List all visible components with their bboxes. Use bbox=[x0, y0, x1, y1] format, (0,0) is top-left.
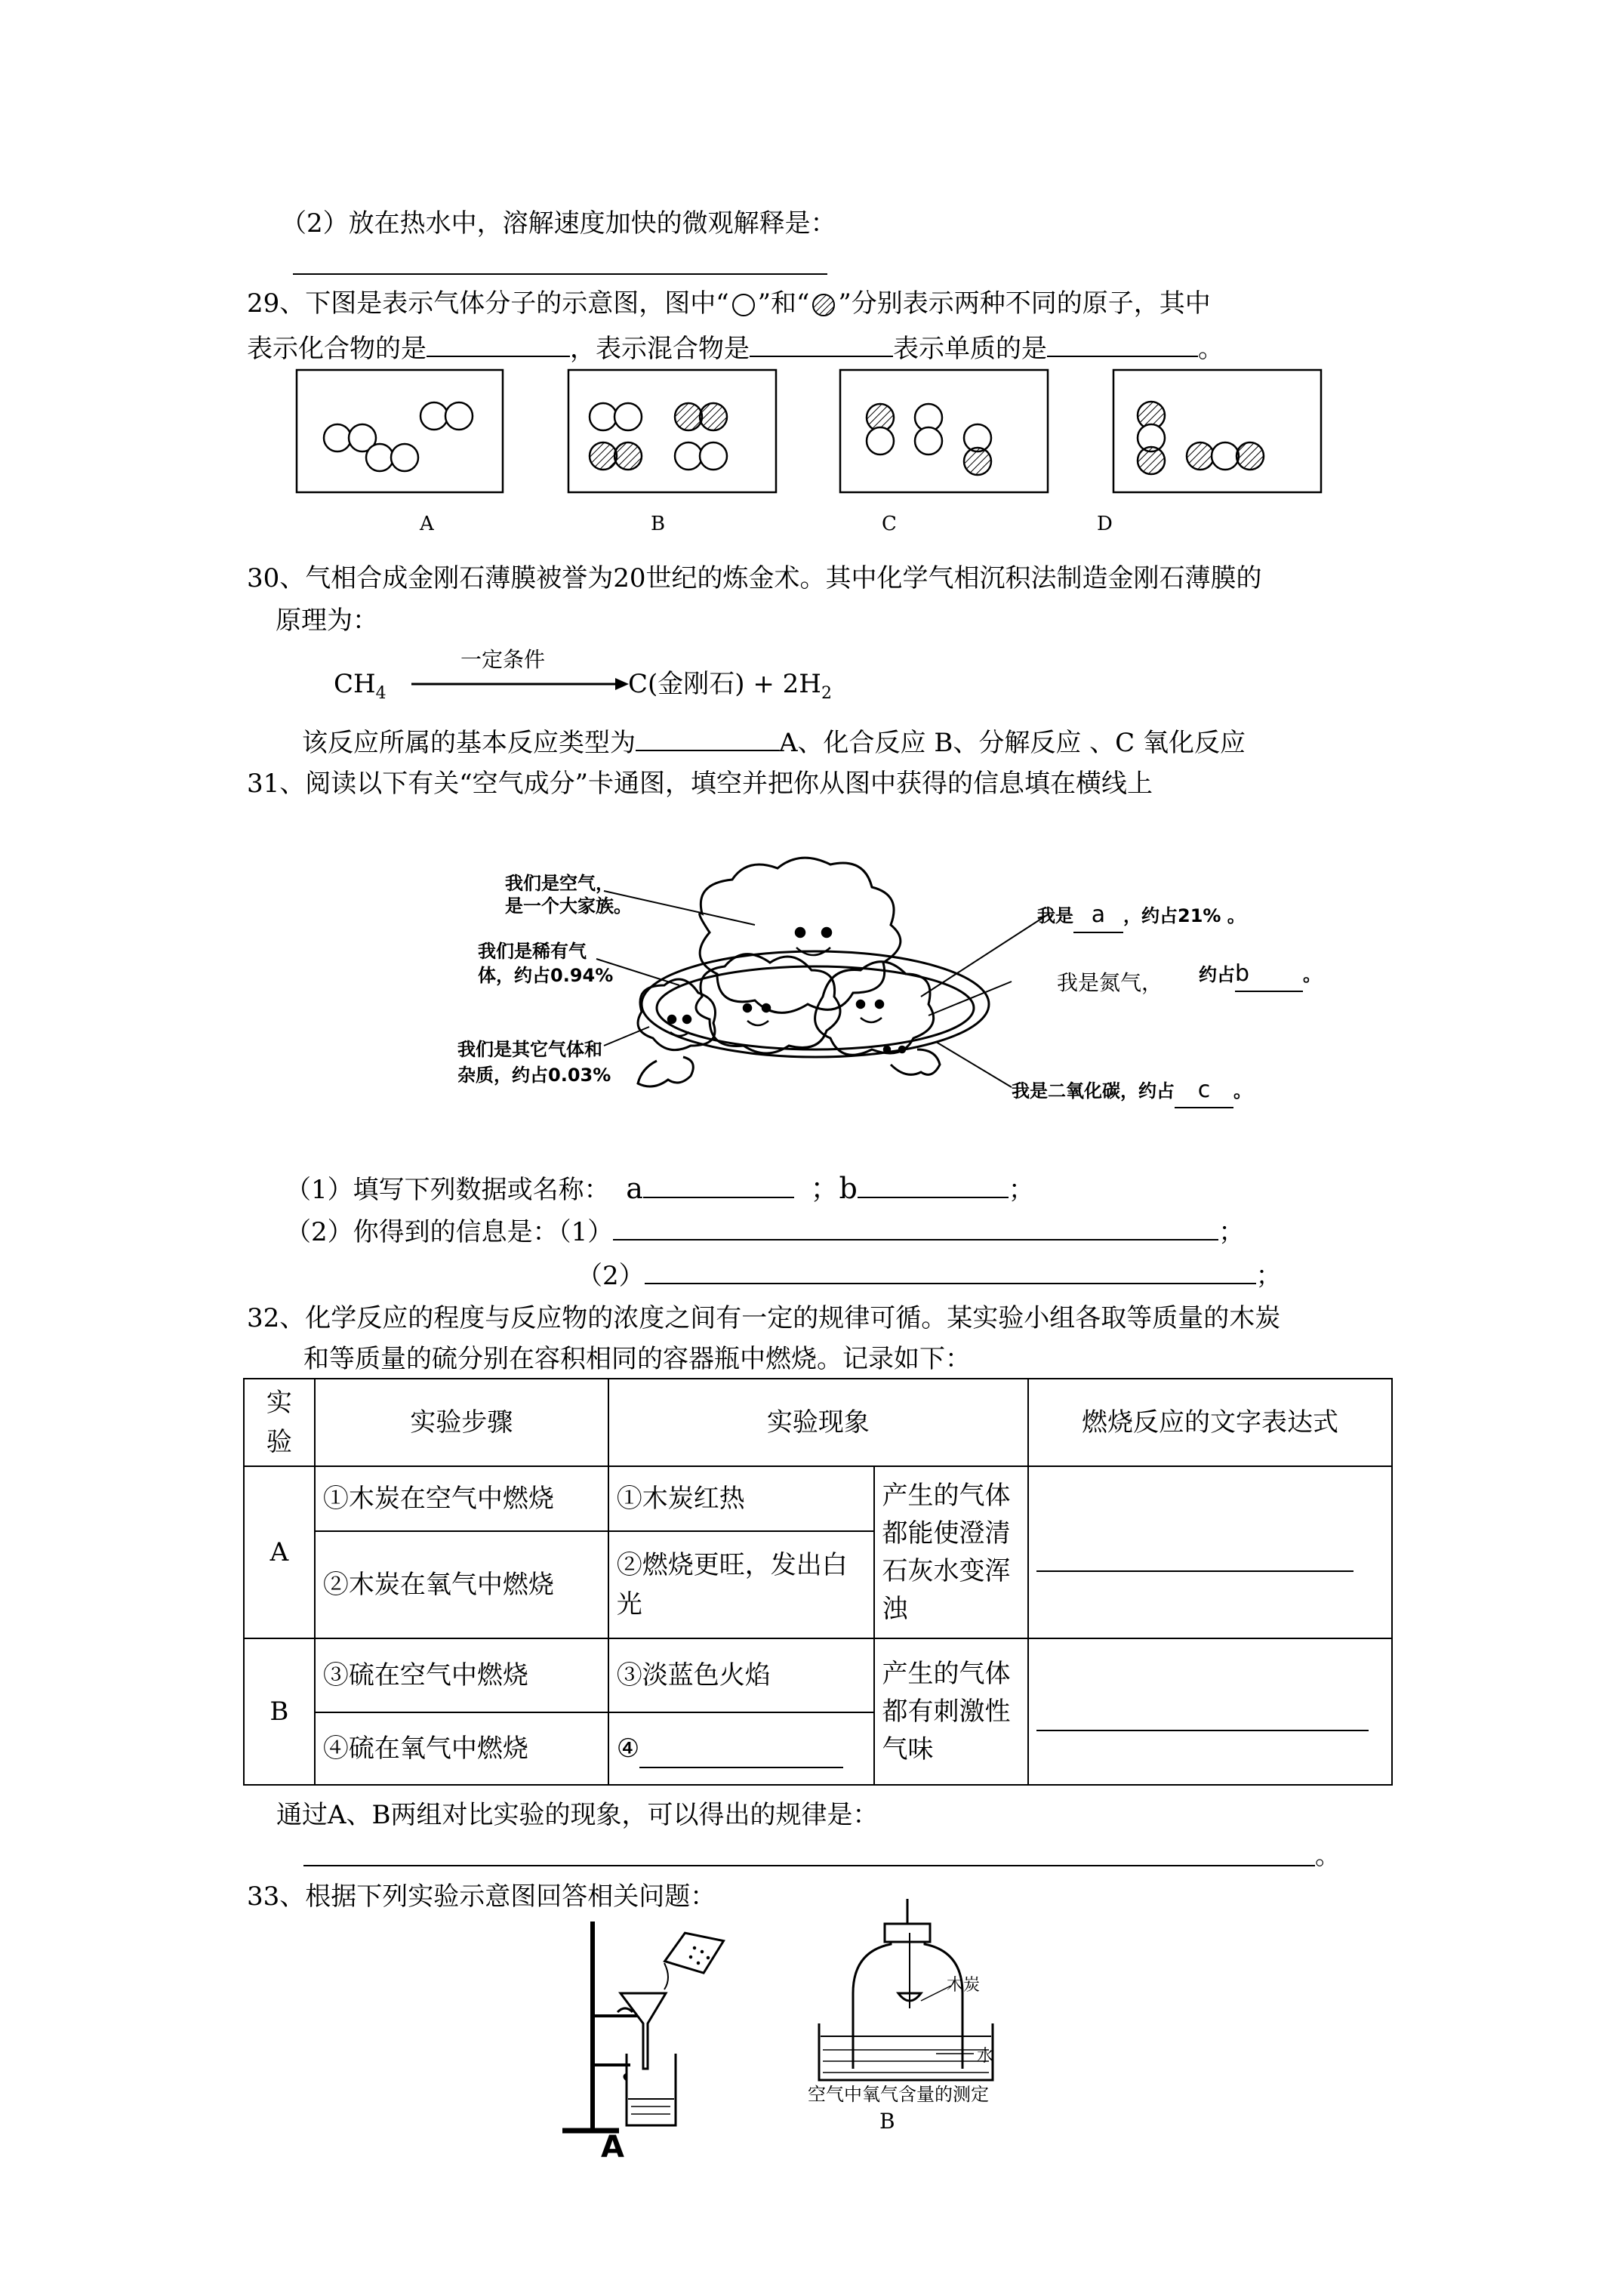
b-expression-cell[interactable] bbox=[1028, 1638, 1392, 1785]
oxygen-label: 我是 bbox=[1037, 905, 1073, 926]
cartoon-nitrogen-pct: 约占b 。 bbox=[1199, 957, 1321, 992]
q30-product bbox=[628, 667, 832, 710]
nitrogen-var: b bbox=[1235, 957, 1303, 992]
q31-sub1-end: ； bbox=[1008, 1175, 1034, 1205]
arrow-icon bbox=[411, 676, 630, 692]
q31-sub3-end: ； bbox=[1255, 1261, 1282, 1291]
q32-conclusion-end: 。 bbox=[1315, 1841, 1341, 1871]
q29-line1 bbox=[247, 287, 1211, 320]
cartoon-other-text: 我们是其它气体和 bbox=[457, 1039, 602, 1060]
q29-label-b: B bbox=[651, 513, 666, 535]
q29-text-c: ”分别表示两种不同的原子，其中 bbox=[838, 288, 1211, 319]
table-row bbox=[244, 1638, 1392, 1712]
q31-sub1-text: （1）填写下列数据或名称： bbox=[285, 1175, 610, 1205]
q29-label-d: D bbox=[1097, 513, 1113, 535]
q30-question-text: 该反应所属的基本反应类型为 bbox=[302, 728, 636, 758]
q28-part2: （2）放在热水中，溶解速度加快的微观解释是： bbox=[281, 208, 836, 239]
a-expression-cell[interactable] bbox=[1028, 1466, 1392, 1638]
table-header-row bbox=[244, 1379, 1392, 1466]
a1-phenomenon: ①木炭红热 bbox=[608, 1466, 874, 1531]
q29-compound-blank[interactable] bbox=[427, 333, 570, 357]
a-common: 产生的气体都能使澄清石灰水变浑浊 bbox=[874, 1466, 1029, 1638]
q29-label-c: C bbox=[882, 513, 897, 535]
header-expression: 燃烧反应的文字表达式 bbox=[1028, 1379, 1392, 1466]
q30-answer-blank[interactable] bbox=[636, 727, 779, 751]
q30-question bbox=[302, 726, 1246, 760]
hatched-atom-icon bbox=[809, 292, 838, 318]
b2-phenomenon: ④ bbox=[616, 1734, 640, 1764]
header-exp-text: 实 验 bbox=[266, 1388, 292, 1457]
q29-mixture-blank[interactable] bbox=[750, 333, 893, 357]
q30-line1: 30、气相合成金刚石薄膜被誉为20世纪的炼金术。其中化学气相沉积法制造金刚石薄膜的 bbox=[247, 563, 1262, 593]
q30-options: A、化合反应 B、分解反应 、C 氧化反应 bbox=[779, 728, 1246, 758]
a-expression-blank[interactable] bbox=[1036, 1548, 1354, 1572]
q32-line2: 和等质量的硫分别在容积相同的容器瓶中燃烧。记录如下： bbox=[303, 1344, 971, 1374]
cartoon-oxygen-text: 我是 a ，约占21% 。 bbox=[1037, 898, 1246, 933]
q31-blank-info2[interactable] bbox=[645, 1260, 1256, 1284]
fig-b-label: B bbox=[879, 2109, 895, 2134]
b1-phenomenon: ③淡蓝色火焰 bbox=[608, 1638, 874, 1712]
cartoon-co2-text: 我是二氧化碳，约占 c 。 bbox=[1012, 1074, 1252, 1108]
q29-molecule-diagrams bbox=[0, 362, 1623, 544]
group-b: B bbox=[244, 1638, 315, 1785]
q31-sub1 bbox=[285, 1172, 1034, 1207]
q29-element-label: 表示单质的是 bbox=[893, 334, 1047, 364]
cartoon-air-text2: 是一个大家族。 bbox=[505, 895, 632, 917]
q31-blank-b[interactable] bbox=[858, 1174, 1009, 1198]
b2-phenomenon-blank[interactable] bbox=[639, 1744, 843, 1768]
q29-end: 。 bbox=[1198, 334, 1224, 364]
q32-conclusion-line[interactable] bbox=[303, 1865, 1315, 1866]
q31-sub2-text: （2）你得到的信息是：（1） bbox=[285, 1217, 614, 1247]
a2-step: ②木炭在氧气中燃烧 bbox=[315, 1531, 608, 1638]
header-exp bbox=[244, 1379, 315, 1466]
q28-answer-line[interactable] bbox=[293, 273, 827, 275]
q33-line1: 33、根据下列实验示意图回答相关问题： bbox=[247, 1881, 716, 1912]
b-expression-blank[interactable] bbox=[1036, 1707, 1369, 1731]
nitrogen-pre: 约占 bbox=[1199, 964, 1235, 985]
b1-step: ③硫在空气中燃烧 bbox=[315, 1638, 608, 1712]
q29-compound-label: 表示化合物的是 bbox=[247, 334, 427, 364]
oxygen-pct: 约占21% bbox=[1141, 905, 1221, 926]
q31-sub1-a: a bbox=[626, 1172, 643, 1205]
q32-line1: 32、化学反应的程度与反应物的浓度之间有一定的规律可循。某实验小组各取等质量的木炭 bbox=[247, 1303, 1281, 1333]
group-a: A bbox=[244, 1466, 315, 1638]
q31-sub2-end: ； bbox=[1218, 1217, 1245, 1247]
q29-element-blank[interactable] bbox=[1047, 333, 1198, 357]
b2-step: ④硫在氧气中燃烧 bbox=[315, 1712, 608, 1785]
filtration-apparatus-figure bbox=[555, 1910, 796, 2137]
co2-var: c bbox=[1175, 1074, 1233, 1108]
fig-b-charcoal-label: 木炭 bbox=[947, 1976, 981, 1995]
q31-sub1-b: ；b bbox=[810, 1172, 858, 1205]
q31-blank-a[interactable] bbox=[643, 1174, 794, 1198]
white-atom-icon bbox=[729, 292, 758, 318]
cartoon-rare-text2: 体，约占0.94% bbox=[478, 965, 614, 986]
b2-phenomenon-cell bbox=[608, 1712, 874, 1785]
q31-blank-info1[interactable] bbox=[613, 1216, 1218, 1240]
q30-reactant bbox=[334, 667, 387, 710]
a1-step: ①木炭在空气中燃烧 bbox=[315, 1466, 608, 1531]
q29-text-a: 29、下图是表示气体分子的示意图，图中“ bbox=[247, 288, 729, 319]
product-subscript: 2 bbox=[821, 683, 832, 703]
fig-b-water-label: 水 bbox=[977, 2047, 994, 2066]
q29-line2 bbox=[247, 332, 1224, 365]
q31-sub3 bbox=[577, 1259, 1282, 1293]
cartoon-other-text2: 杂质，约占0.03% bbox=[457, 1065, 611, 1086]
q31-sub3-text: （2） bbox=[577, 1261, 645, 1291]
reactant-formula: CH bbox=[334, 669, 376, 699]
header-phenomenon: 实验现象 bbox=[608, 1379, 1028, 1466]
oxygen-var: a bbox=[1073, 898, 1123, 933]
fig-a-label: A bbox=[601, 2130, 624, 2165]
header-steps: 实验步骤 bbox=[315, 1379, 608, 1466]
fig-b-caption: 空气中氧气含量的测定 bbox=[808, 2084, 989, 2105]
q31-line1: 31、阅读以下有关“空气成分”卡通图，填空并把你从图中获得的信息填在横线上 bbox=[247, 769, 1153, 799]
q32-conclusion: 通过A、B两组对比实验的现象，可以得出的规律是： bbox=[276, 1800, 879, 1830]
cartoon-nitrogen-text: 我是氮气， bbox=[1057, 970, 1163, 995]
reactant-subscript: 4 bbox=[375, 683, 387, 703]
co2-label: 我是二氧化碳，约占 bbox=[1012, 1080, 1175, 1102]
cartoon-air-text: 我们是空气， bbox=[505, 873, 614, 894]
box-b bbox=[568, 370, 776, 492]
q31-sub2 bbox=[285, 1216, 1244, 1249]
b-common: 产生的气体都有刺激性气味 bbox=[874, 1638, 1029, 1785]
q30-condition: 一定条件 bbox=[460, 647, 546, 672]
q30-line2: 原理为： bbox=[276, 606, 378, 636]
q29-mixture-label: ，表示混合物是 bbox=[570, 334, 750, 364]
q29-text-b: ”和“ bbox=[757, 288, 810, 319]
a2-phenomenon: ②燃烧更旺，发出白光 bbox=[608, 1531, 874, 1638]
product-formula: C(金刚石) + 2H bbox=[628, 669, 821, 699]
q29-label-a: A bbox=[420, 513, 434, 535]
cartoon-rare-text: 我们是稀有气 bbox=[478, 941, 587, 962]
table-row bbox=[244, 1466, 1392, 1531]
experiment-table bbox=[243, 1378, 1393, 1786]
